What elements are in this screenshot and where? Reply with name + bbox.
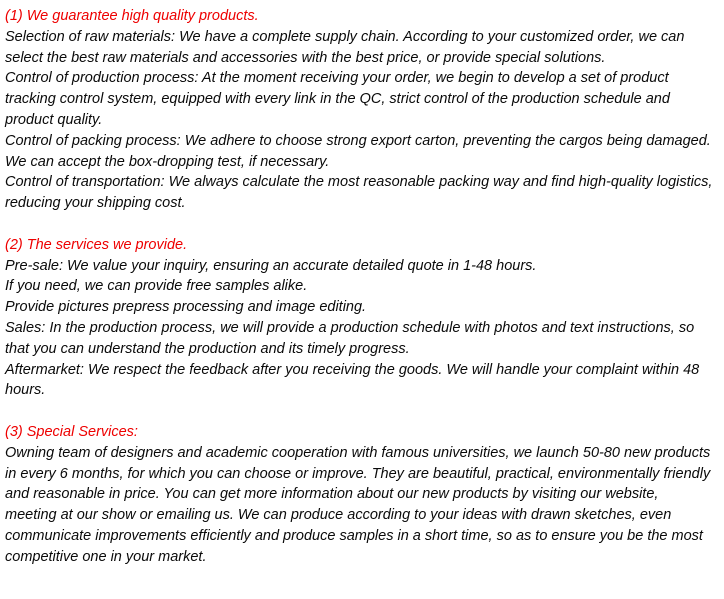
section-special-services: [5, 422, 714, 568]
paragraph-free-samples: If you need, we can provide free samples alike.: [5, 278, 308, 295]
paragraph-pre-sale: Pre-sale: We value your inquiry, ensuring an accurate detailed quote in 1-48 hours.: [5, 257, 537, 274]
paragraph-special-services-body: Owning team of designers and academic cooperation with famous universities, we launch 50-80 new products in every 6 months, for which you can choose or improve. They are beautiful, practical, environmentally friendly and reasonable in price. You can get more information about our new products by visiting our website, meeting at our show or emailing us. We can produce according to your ideas with drawn sketches, even communicate improvements efficiently and produce samples in a short time, so as to ensure you be the most competitive one in your market.: [5, 444, 711, 565]
section-divider-blank-line: [5, 214, 714, 235]
section-quality-guarantee: [5, 6, 714, 214]
paragraph-production-process: Control of production process: At the moment receiving your order, we begin to develop a set of product tracking control system, equipped with every link in the QC, strict control of the production schedule and product quality.: [5, 70, 670, 128]
section-divider-blank-line: [5, 401, 714, 422]
section-1-heading: (1) We guarantee high quality products.: [5, 8, 259, 24]
section-3-heading: (3) Special Services:: [5, 423, 138, 440]
paragraph-raw-materials: Selection of raw materials: We have a complete supply chain. According to your customized order, we can select the best raw materials and accessories with the best price, or provide special solutions.: [5, 28, 685, 66]
section-2-heading: (2) The services we provide.: [5, 236, 188, 253]
paragraph-packing-process: Control of packing process: We adhere to choose strong export carton, preventing the cargos being damaged. We can accept the box-dropping test, if necessary.: [5, 132, 711, 170]
paragraph-transportation: Control of transportation: We always calculate the most reasonable packing way and find high-quality logistics, reducing your shipping cost.: [5, 174, 713, 212]
paragraph-prepress-processing: Provide pictures prepress processing and image editing.: [5, 299, 367, 316]
paragraph-sales: Sales: In the production process, we will provide a production schedule with photos and text instructions, so that you can understand the production and its timely progress.: [5, 319, 695, 357]
section-services: [5, 235, 714, 401]
paragraph-aftermarket: Aftermarket: We respect the feedback after you receiving the goods. We will handle your complaint within 48 hours.: [5, 361, 700, 399]
